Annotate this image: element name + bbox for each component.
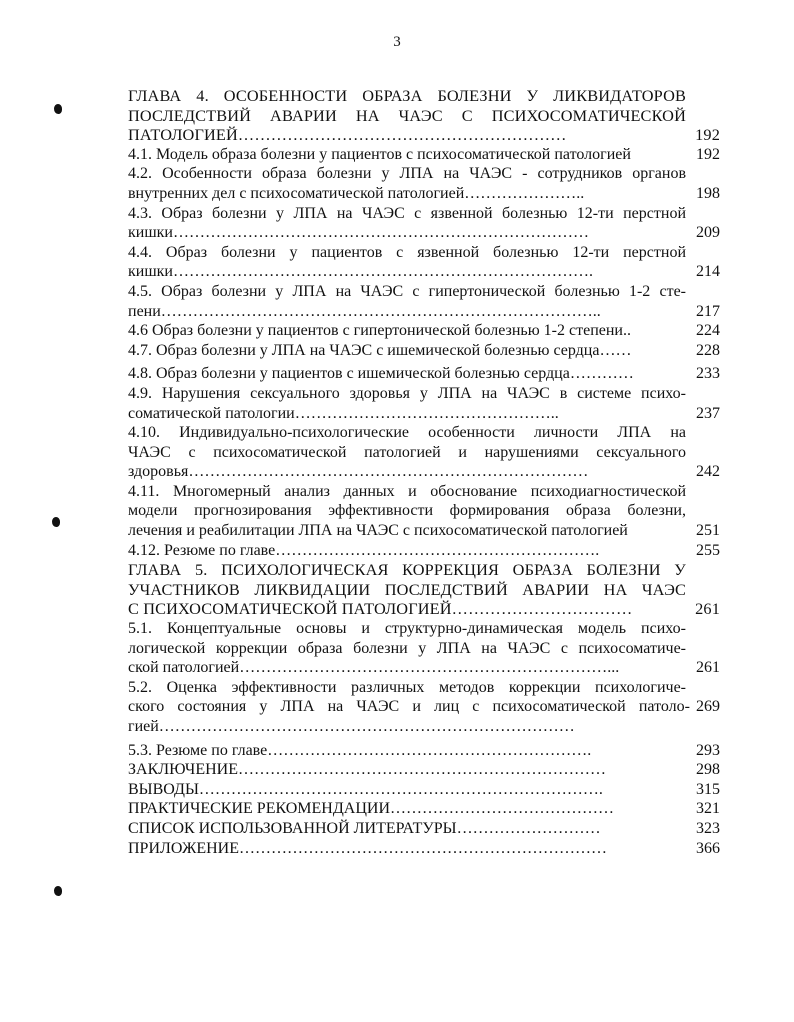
table-of-contents [128, 86, 720, 858]
toc-entry-text: 4.3. Образ болезни у ЛПА на ЧАЭС с язвенной болезнью 12-ти перстной [128, 204, 686, 222]
toc-entry-text: 5.1. Концептуальные основы и структурно-динамическая модель психо- [128, 620, 686, 638]
toc-entry[interactable] [128, 760, 720, 780]
toc-entry-text: соматической патологии………………………………………….. [128, 404, 559, 422]
page-number: 3 [393, 34, 401, 50]
toc-page-number: 366 [696, 839, 720, 857]
toc-entry[interactable] [128, 819, 720, 839]
toc-entry[interactable] [128, 164, 720, 203]
toc-entry-text: 4.4. Образ болезни у пациентов с язвенной болезнью 12-ти перстной [128, 243, 686, 261]
toc-entry-text: пени……………………………………………………………………….. [128, 302, 601, 320]
toc-page-number: 214 [696, 263, 720, 281]
toc-page-number: 315 [696, 780, 720, 798]
toc-entry-text: 4.1. Модель образа болезни у пациентов с психосоматической патологией [128, 145, 631, 163]
toc-page-number: 255 [696, 541, 720, 559]
toc-entry-text: модели прогнозирования эффективности формирования образа болезни, [128, 502, 686, 520]
toc-entry-text: СПИСОК ИСПОЛЬЗОВАННОЙ ЛИТЕРАТУРЫ……………………… [128, 819, 601, 837]
scan-mark [54, 886, 62, 896]
toc-entry[interactable] [128, 321, 720, 341]
toc-entry[interactable] [128, 204, 720, 243]
toc-entry-text: 4.5. Образ болезни у ЛПА на ЧАЭС с гипертонической болезнью 1-2 сте- [128, 282, 686, 300]
toc-entry-text: ПОСЛЕДСТВИЙ АВАРИИ НА ЧАЭС С ПСИХОСОМАТИЧЕСКОЙ [128, 105, 686, 125]
toc-entry-text: ГЛАВА 5. ПСИХОЛОГИЧЕСКАЯ КОРРЕКЦИЯ ОБРАЗА БОЛЕЗНИ У [128, 560, 686, 580]
toc-page-number: 269 [696, 698, 720, 716]
toc-entry[interactable] [128, 341, 720, 361]
toc-page-number: 323 [696, 819, 720, 837]
toc-page-number: 237 [696, 404, 720, 422]
toc-entry-text: кишки…………………………………………………………………… [128, 224, 589, 242]
toc-page-number: 192 [696, 145, 720, 163]
scan-mark [52, 517, 60, 527]
toc-entry-text: ЗАКЛЮЧЕНИЕ…………………………………………………………… [128, 761, 606, 779]
toc-page-number: 217 [696, 302, 720, 320]
toc-page-number: 192 [695, 125, 720, 145]
toc-page-number: 261 [696, 659, 720, 677]
toc-entry[interactable] [128, 482, 720, 541]
toc-entry-text: здоровья………………………………………………………………… [128, 463, 589, 481]
toc-entry-text: лечения и реабилитации ЛПА на ЧАЭС с психосоматической патологией [128, 522, 628, 540]
toc-page-number: 228 [696, 341, 720, 359]
toc-page-number: 251 [696, 522, 720, 540]
toc-entry-text: 4.6 Образ болезни у пациентов с гипертонической болезнью 1-2 степени.. [128, 322, 631, 340]
toc-page-number: 198 [696, 184, 720, 202]
toc-entry-text: 5.2. Оценка эффективности различных методов коррекции психологиче- [128, 678, 686, 696]
toc-entry[interactable] [128, 799, 720, 819]
toc-entry-text: 4.2. Особенности образа болезни у ЛПА на ЧАЭС - сотрудников органов [128, 165, 686, 183]
toc-entry[interactable] [128, 839, 720, 859]
toc-entry-text: ПРАКТИЧЕСКИЕ РЕКОМЕНДАЦИИ…………………………………… [128, 800, 614, 818]
toc-entry-text: ЧАЭС с психосоматической патологией и нарушениями сексуального [128, 443, 686, 461]
toc-entry-text: 4.9. Нарушения сексуального здоровья у ЛПА на ЧАЭС в системе психо- [128, 384, 686, 402]
toc-page-number: 233 [696, 365, 720, 383]
toc-entry-text: гией…………………………………………………………………… [128, 718, 575, 735]
toc-entry[interactable] [128, 282, 720, 321]
toc-page-number: 321 [696, 800, 720, 818]
toc-entry[interactable] [128, 780, 720, 800]
toc-entry[interactable] [128, 741, 720, 761]
toc-entry[interactable] [128, 243, 720, 282]
toc-entry-text: внутренних дел с психосоматической патологией………………….. [128, 184, 585, 202]
toc-entry-text: 5.3. Резюме по главе……………………………………………………. [128, 741, 592, 759]
toc-entry-text: 4.12. Резюме по главе……………………………………………………. [128, 541, 600, 559]
toc-page-number: 298 [696, 761, 720, 779]
toc-page-number: 209 [696, 224, 720, 242]
toc-page-number: 224 [696, 322, 720, 340]
toc-entry-text: ПРИЛОЖЕНИЕ…………………………………………………………… [128, 839, 608, 857]
scan-mark [54, 104, 62, 114]
toc-page-number: 261 [695, 599, 720, 619]
toc-entry-text: ГЛАВА 4. ОСОБЕННОСТИ ОБРАЗА БОЛЕЗНИ У ЛИКВИДАТОРОВ [128, 86, 686, 105]
toc-page-number: 242 [696, 463, 720, 481]
toc-entry-text: 4.10. Индивидуально-психологические особенности личности ЛПА на [128, 424, 686, 442]
toc-entry[interactable] [128, 678, 720, 737]
toc-entry[interactable] [128, 619, 720, 678]
toc-entry[interactable] [128, 364, 720, 384]
toc-chapter-entry[interactable] [128, 86, 720, 145]
toc-entry-text: ПАТОЛОГИЕЙ…………………………………………………… [128, 125, 567, 145]
toc-entry[interactable] [128, 384, 720, 423]
toc-entry-text: 4.11. Многомерный анализ данных и обоснование психодиагностической [128, 482, 686, 500]
toc-entry-text: ской патологией……………………………………………………………... [128, 659, 620, 677]
toc-entry-text: С ПСИХОСОМАТИЧЕСКОЙ ПАТОЛОГИЕЙ…………………………… [128, 599, 633, 619]
toc-entry-text: логической коррекции образа болезни у ЛПА на ЧАЭС с психосоматиче- [128, 639, 686, 657]
toc-entry[interactable] [128, 541, 720, 561]
toc-entry-text: ВЫВОДЫ…………………………………………………………………. [128, 780, 603, 798]
toc-entry-text: кишки……………………………………………………………………. [128, 263, 593, 281]
toc-entry-text: 4.7. Образ болезни у ЛПА на ЧАЭС с ишемической болезнью сердца…… [128, 341, 632, 359]
toc-entry-text: 4.8. Образ болезни у пациентов с ишемической болезнью сердца………… [128, 365, 634, 383]
toc-entry-text: УЧАСТНИКОВ ЛИКВИДАЦИИ ПОСЛЕДСТВИЙ АВАРИИ НА ЧАЭС [128, 579, 686, 599]
toc-chapter-entry[interactable] [128, 560, 720, 619]
toc-entry[interactable] [128, 145, 720, 165]
toc-entry[interactable] [128, 423, 720, 482]
toc-entry-text: ского состояния у ЛПА на ЧАЭС и лиц с психосоматической патоло- [128, 698, 690, 716]
toc-page-number: 293 [696, 741, 720, 759]
